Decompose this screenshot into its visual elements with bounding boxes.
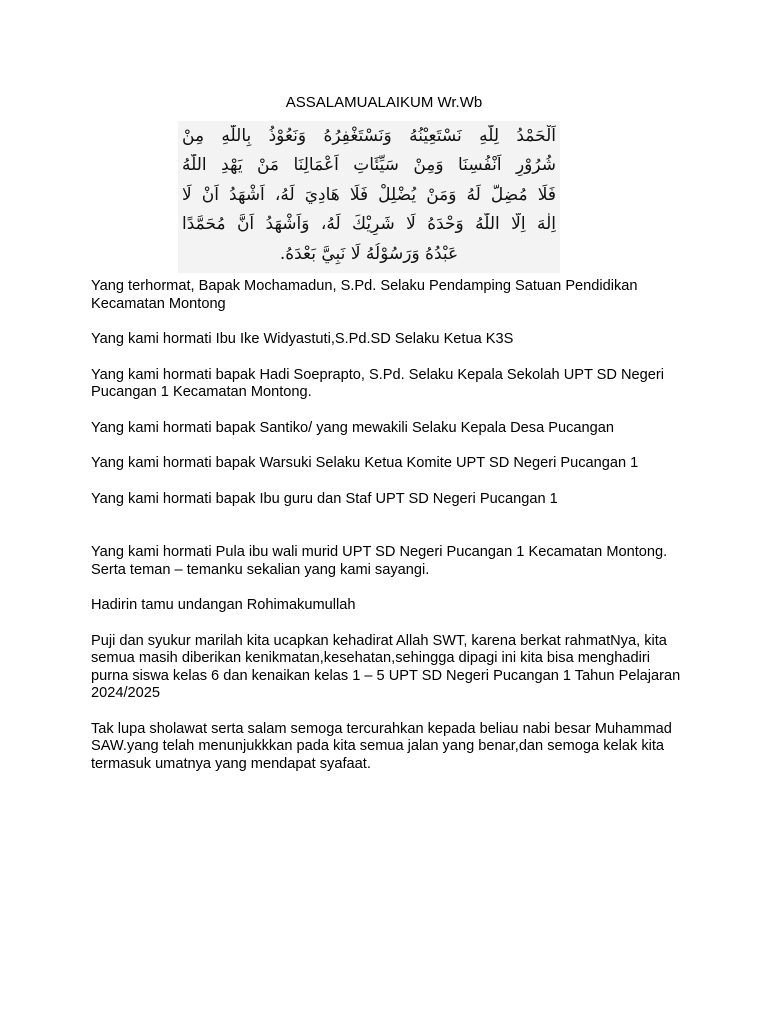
greeting-title: ASSALAMUALAIKUM Wr.Wb	[285, 94, 483, 111]
speech-body	[91, 278, 691, 791]
salutation-guru-staf: Yang kami hormati bapak Ibu guru dan Staf UPT SD Negeri Pucangan 1	[91, 490, 558, 507]
arabic-opening-prayer-image	[178, 121, 560, 273]
salutation-wali-murid: Yang kami hormati Pula ibu wali murid UPT SD Negeri Pucangan 1 Kecamatan Montong.	[91, 544, 668, 560]
salutation-kepala-sekolah: Yang kami hormati bapak Hadi Soeprapto, S.Pd. Selaku Kepala Sekolah UPT SD Negeri Pucangan 1 Kecamatan Montong.	[91, 366, 664, 400]
arabic-line-3: فَلَا مُضِلَّ لَهُ وَمَنْ يُضْلِلْ فَلَا هَادِيَ لَهُ، اَشْهَدُ اَنْ لَا	[182, 185, 556, 205]
salutation-pendamping: Yang terhormat, Bapak Mochamadun, S.Pd. Selaku Pendamping Satuan Pendidikan Kecamatan Montong	[91, 278, 638, 312]
salutation-ketua-komite: Yang kami hormati bapak Warsuki Selaku Ketua Komite UPT SD Negeri Pucangan 1	[91, 455, 639, 471]
arabic-line-1: اَلْحَمْدُ لِلّٰهِ نَسْتَعِيْنُهُ وَنَسْتَغْفِرُهُ وَنَعُوْذُ بِاللّٰهِ مِنْ	[182, 126, 556, 146]
arabic-line-2: شُرُوْرِ اَنْفُسِنَا وَمِنْ سَيِّئَاتِ اَعْمَالِنَا مَنْ يَهْدِ اللّٰهُ	[182, 155, 556, 175]
arabic-line-4: اِلٰهَ اِلَّا اللّٰهُ وَحْدَهُ لَا شَرِيْكَ لَهُ، وَاَشْهَدُ اَنَّ مُحَمَّدًا	[182, 214, 556, 234]
salutation-ketua-k3s: Yang kami hormati Ibu Ike Widyastuti,S.Pd.SD Selaku Ketua K3S	[91, 331, 514, 347]
salutation-kepala-desa: Yang kami hormati bapak Santiko/ yang mewakili Selaku Kepala Desa Pucangan	[91, 419, 614, 436]
paragraph-puji-syukur: Puji dan syukur marilah kita ucapkan kehadirat Allah SWT, karena berkat rahmatNya, kita semua masih diberikan kenikmatan,kesehatan,sehingga dipagi ini kita bisa menghadiri purna siswa kelas 6 dan kenaikan kelas 1 – 5 UPT SD Negeri Pucangan 1 Tahun Pelajaran 2024/2025	[91, 632, 681, 701]
salutation-teman: Serta teman – temanku sekalian yang kami sayangi.	[91, 561, 430, 578]
salutation-hadirin: Hadirin tamu undangan Rohimakumullah	[91, 597, 356, 613]
arabic-line-5: عَبْدُهُ وَرَسُوْلُهُ لَا نَبِيَّ بَعْدَهُ.	[279, 244, 459, 264]
paragraph-sholawat: Tak lupa sholawat serta salam semoga tercurahkan kepada beliau nabi besar Muhammad SAW.yang telah menunjukkkan pada kita semua jalan yang benar,dan semoga kelak kita termasuk umatnya yang mendapat syafaat.	[91, 720, 672, 772]
